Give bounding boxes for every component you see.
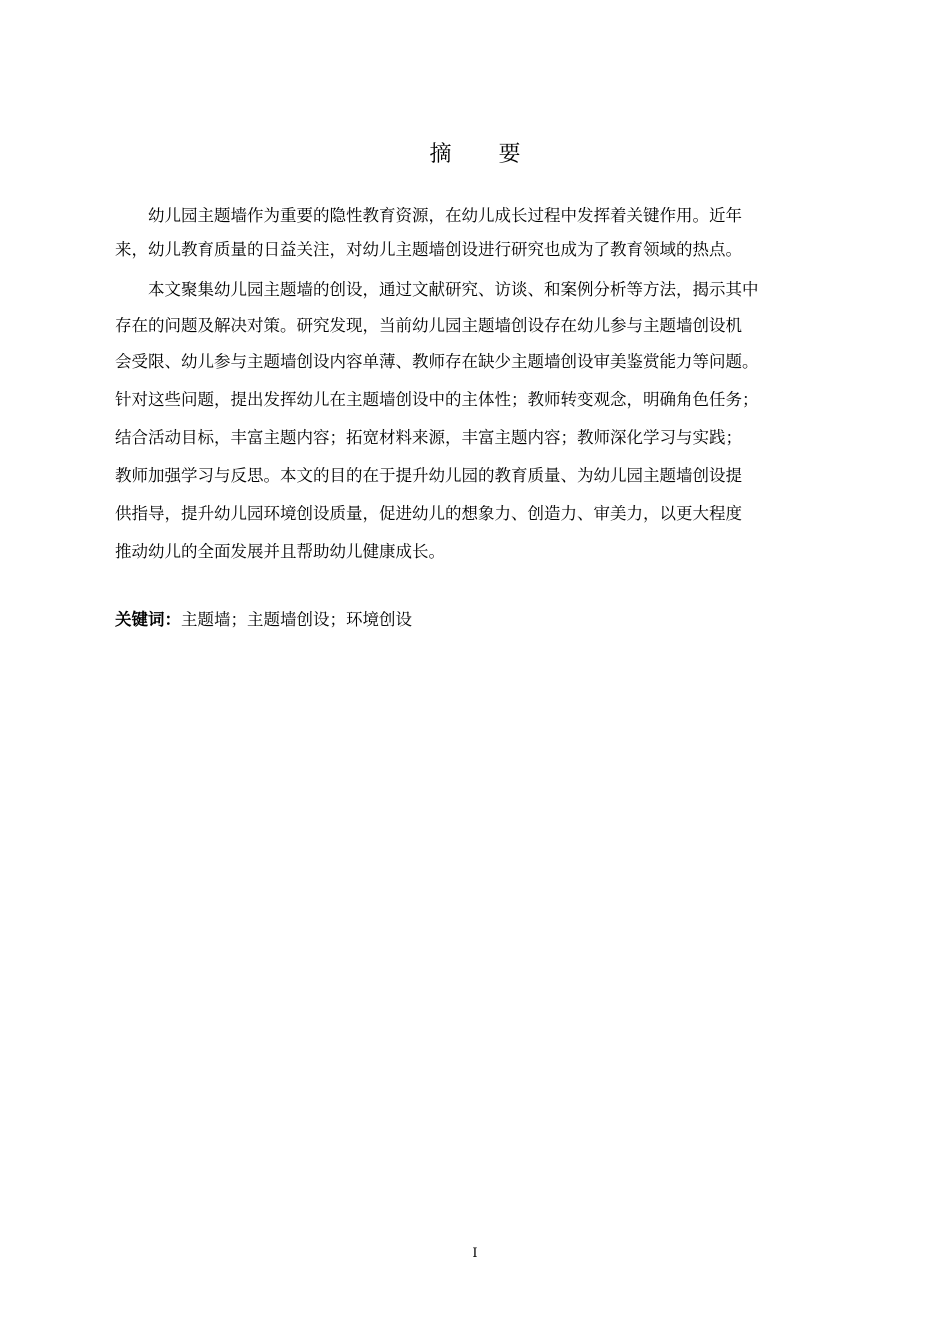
keywords-value: 主题墙；主题墙创设；环境创设 [181,610,412,629]
text-line: 存在的问题及解决对策。研究发现，当前幼儿园主题墙创设存在幼儿参与主题墙创设机 [115,316,742,335]
text-line: 教师加强学习与反思。本文的目的在于提升幼儿园的教育质量、为幼儿园主题墙创设提 [115,466,742,485]
text-line: 会受限、幼儿参与主题墙创设内容单薄、教师存在缺少主题墙创设审美鉴赏能力等问题。 [115,352,759,371]
page-number: I [472,1246,478,1261]
keywords-label: 关键词： [115,610,181,629]
text-line: 本文聚集幼儿园主题墙的创设，通过文献研究、访谈、和案例分析等方法，揭示其中 [148,280,759,299]
keywords-line [115,608,412,632]
text-line: 针对这些问题，提出发挥幼儿在主题墙创设中的主体性；教师转变观念，明确角色任务； [115,390,759,409]
abstract-title: 摘 要 [429,141,541,167]
text-line: 推动幼儿的全面发展并且帮助幼儿健康成长。 [115,542,445,561]
text-line: 结合活动目标，丰富主题内容；拓宽材料来源，丰富主题内容；教师深化学习与实践； [115,428,742,447]
text-line: 来，幼儿教育质量的日益关注，对幼儿主题墙创设进行研究也成为了教育领域的热点。 [115,240,742,259]
text-line: 供指导，提升幼儿园环境创设质量，促进幼儿的想象力、创造力、审美力，以更大程度 [115,504,742,523]
text-line: 幼儿园主题墙作为重要的隐性教育资源，在幼儿成长过程中发挥着关键作用。近年 [148,206,742,225]
